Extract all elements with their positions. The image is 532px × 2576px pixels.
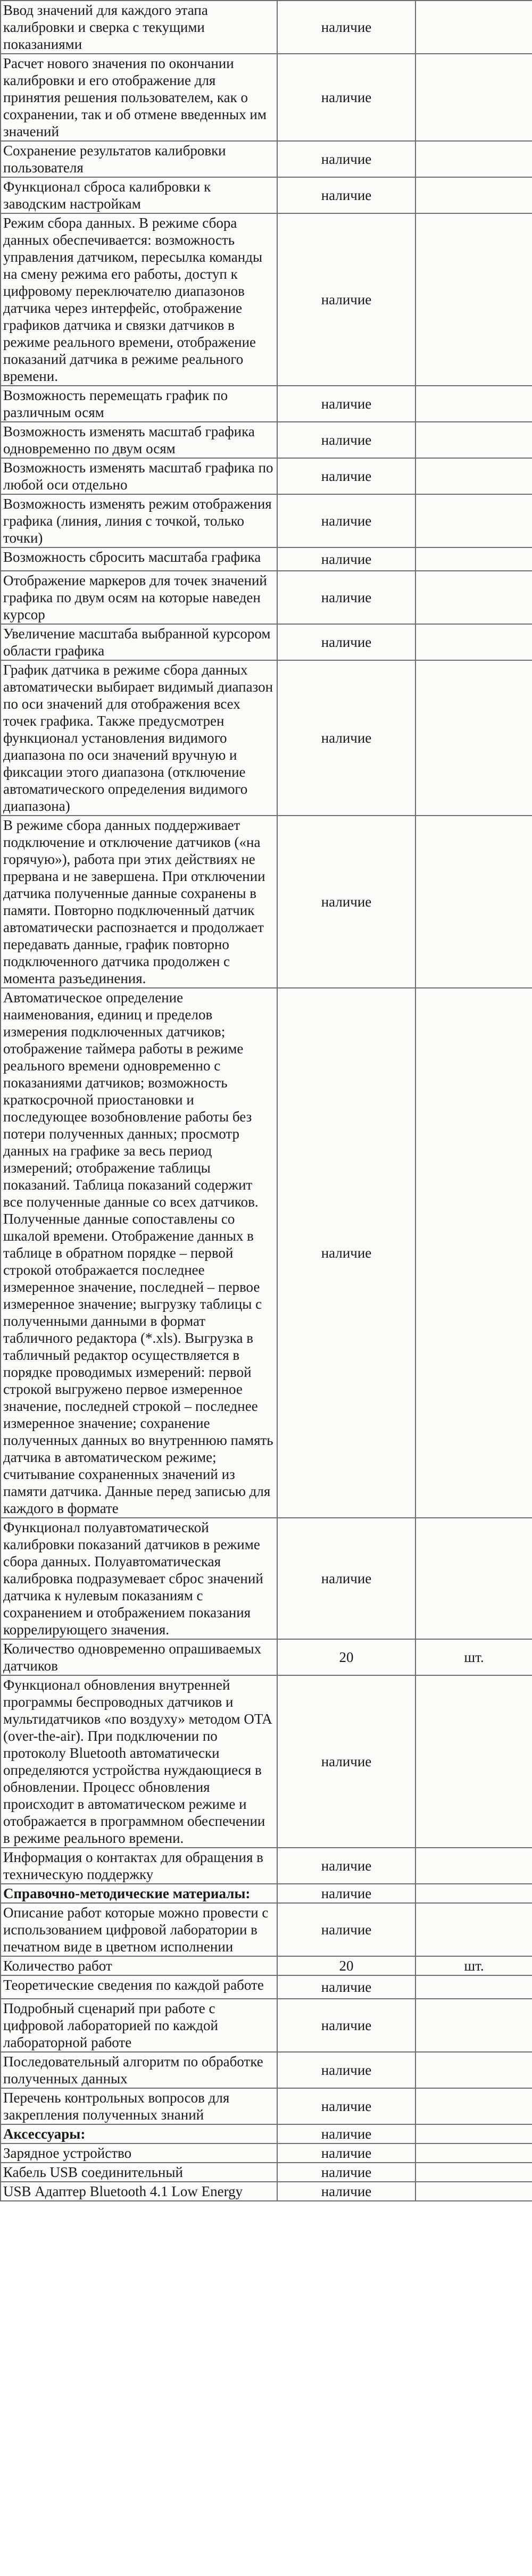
table-row [1,1999,532,2052]
spec-value: наличие [277,660,415,816]
spec-description: Информация о контактах для обращения в техническую поддержку [1,1848,277,1884]
spec-unit [415,1884,532,1903]
spec-value: наличие [277,988,415,1518]
spec-description: Кабель USB соединительный [1,2163,277,2182]
spec-description: Функционал сброса калибровки к заводским настройкам [1,177,277,213]
spec-unit [415,1,532,54]
spec-description: В режиме сбора данных поддерживает подключение и отключение датчиков («на горячую»), работа при этих действиях не прервана и не завершена. При отключении датчика полученные данные сохранены в памяти. Повторно подключенный датчик автоматически распознается и продолжает передавать данные, график повторно подключенного датчика продолжен с момента разъединения. [1,816,277,988]
spec-unit [415,1975,532,1999]
spec-unit [415,386,532,422]
table-row [1,141,532,177]
spec-unit [415,1675,532,1848]
table-row [1,988,532,1518]
table-row [1,547,532,571]
table-row [1,660,532,816]
spec-value: наличие [277,177,415,213]
spec-unit [415,547,532,571]
table-row [1,1848,532,1884]
spec-value: наличие [277,547,415,571]
spec-value: 20 [277,1956,415,1975]
spec-value: наличие [277,458,415,494]
spec-description: Отображение маркеров для точек значений графика по двум осям на которые наведен курсор [1,571,277,624]
table-row [1,1956,532,1975]
table-row [1,213,532,386]
spec-value: наличие [277,1675,415,1848]
spec-value: наличие [277,571,415,624]
spec-unit [415,2143,532,2163]
spec-unit [415,177,532,213]
spec-description: Возможность изменять масштаб графика одновременно по двум осям [1,422,277,458]
spec-unit [415,988,532,1518]
spec-unit [415,624,532,660]
table-row [1,624,532,660]
spec-description: Подробный сценарий при работе с цифровой лабораторией по каждой лабораторной работе [1,1999,277,2052]
spec-value: наличие [277,2182,415,2201]
spec-description: Режим сбора данных. В режиме сбора данных обеспечивается: возможность управления датчиком, пересылка команды на смену режима его работы, доступ к цифровому переключателю диапазонов датчика через интерфейс, отображение графиков датчика и связки датчиков в режиме реального времени, отображение показаний датчика в режиме реального времени. [1,213,277,386]
spec-value: наличие [277,1884,415,1903]
spec-description: Сохранение результатов калибровки пользователя [1,141,277,177]
table-row [1,1518,532,1639]
spec-unit [415,422,532,458]
table-row [1,2088,532,2124]
spec-description: Ввод значений для каждого этапа калибровки и сверка с текущими показаниями [1,1,277,54]
table-row [1,458,532,494]
spec-unit [415,2052,532,2088]
spec-unit [415,1999,532,2052]
spec-unit [415,2124,532,2143]
spec-unit [415,571,532,624]
spec-description: Количество работ [1,1956,277,1975]
spec-unit [415,660,532,816]
table-row [1,1675,532,1848]
spec-unit [415,2182,532,2201]
spec-description: Описание работ которые можно провести с использованием цифровой лаборатории в печатном виде в цветном исполнении [1,1903,277,1956]
table-row [1,177,532,213]
spec-value: наличие [277,2163,415,2182]
spec-description: Аксессуары: [1,2124,277,2143]
spec-unit: шт. [415,1956,532,1975]
spec-value: наличие [277,2124,415,2143]
spec-unit [415,2088,532,2124]
spec-unit [415,2163,532,2182]
spec-value: 20 [277,1639,415,1675]
table-row [1,422,532,458]
table-row [1,816,532,988]
spec-unit [415,816,532,988]
spec-value: наличие [277,2088,415,2124]
table-row [1,386,532,422]
spec-unit [415,458,532,494]
spec-description: Возможность изменять масштаб графика по любой оси отдельно [1,458,277,494]
spec-unit [415,213,532,386]
spec-description: Справочно-методические материалы: [1,1884,277,1903]
spec-description: Возможность перемещать график по различным осям [1,386,277,422]
table-row [1,571,532,624]
table-row [1,1884,532,1903]
spec-value: наличие [277,494,415,547]
spec-value: наличие [277,1,415,54]
spec-value: наличие [277,1518,415,1639]
spec-description: Возможность сбросить масштаба графика [1,547,277,571]
table-row [1,2163,532,2182]
table-row [1,1639,532,1675]
spec-description: Количество одновременно опрашиваемых датчиков [1,1639,277,1675]
spec-description: Автоматическое определение наименования, единиц и пределов измерения подключенных датчиков; отображение таймера работы в режиме реального времени одновременно с показаниями датчиков; возможность краткосрочной приостановки и последующее возобновление работы без потери полученных данных; просмотр данных на графике за весь период измерений; отображение таблицы показаний. Таблица показаний содержит все полученные данные со всех датчиков. Полученные данные сопоставлены со шкалой времени. Отображение данных в таблице в обратном порядке – первой строкой отображается последнее измеренное значение, последней – первое измеренное значение; выгрузку таблицы с полученными данными в формат табличного редактора (*.xls). Выгрузка в табличный редактор осуществляется в порядке проводимых измерений: первой строкой выгружено первое измеренное значение, последней строкой – последнее измеренное значение; сохранение полученных данных во внутреннюю память датчика в автоматическом режиме; считывание сохраненных значений из памяти датчика. Данные перед записью для каждого в формате [1,988,277,1518]
spec-description: Перечень контрольных вопросов для закрепления полученных знаний [1,2088,277,2124]
spec-unit [415,1848,532,1884]
spec-value: наличие [277,1999,415,2052]
spec-value: наличие [277,816,415,988]
table-row [1,1903,532,1956]
spec-table-body [1,1,532,2201]
spec-description: Теоретические сведения по каждой работе [1,1975,277,1999]
spec-value: наличие [277,54,415,141]
spec-value: наличие [277,386,415,422]
spec-description: Функционал обновления внутренней программы беспроводных датчиков и мультидатчиков «по воздуху» методом OTA (over-the-air). При подключении по протоколу Bluetooth автоматически определяются устройства нуждающиеся в обновлении. Процесс обновления происходит в автоматическом режиме и отображается в программном обеспечении в режиме реального времени. [1,1675,277,1848]
spec-unit [415,141,532,177]
spec-value: наличие [277,2143,415,2163]
spec-description: Зарядное устройство [1,2143,277,2163]
table-row [1,2143,532,2163]
spec-unit [415,1903,532,1956]
spec-description: График датчика в режиме сбора данных автоматически выбирает видимый диапазон по оси значений для отображения всех точек графика. Также предусмотрен функционал установления видимого диапазона по оси значений вручную и фиксации этого диапазона (отключение автоматического определения видимого диапазона) [1,660,277,816]
spec-value: наличие [277,141,415,177]
table-row [1,2124,532,2143]
spec-unit [415,494,532,547]
table-row [1,2052,532,2088]
spec-value: наличие [277,624,415,660]
table-row [1,494,532,547]
spec-unit [415,1518,532,1639]
spec-value: наличие [277,1848,415,1884]
spec-value: наличие [277,213,415,386]
spec-description: Увеличение масштаба выбранной курсором области графика [1,624,277,660]
spec-unit [415,54,532,141]
spec-value: наличие [277,1903,415,1956]
spec-description: USB Адаптер Bluetooth 4.1 Low Energy [1,2182,277,2201]
spec-value: наличие [277,2052,415,2088]
spec-description: Последовательный алгоритм по обработке полученных данных [1,2052,277,2088]
table-row [1,54,532,141]
spec-description: Возможность изменять режим отображения графика (линия, линия с точкой, только точки) [1,494,277,547]
table-row [1,2182,532,2201]
spec-value: наличие [277,1975,415,1999]
table-row [1,1975,532,1999]
spec-value: наличие [277,422,415,458]
spec-unit: шт. [415,1639,532,1675]
spec-description: Расчет нового значения по окончании калибровки и его отображение для принятия решения пользователем, как о сохранении, так и об отмене введенных им значений [1,54,277,141]
spec-description: Функционал полуавтоматической калибровки показаний датчиков в режиме сбора данных. Полуавтоматическая калибровка подразумевает сброс значений датчика к нулевым показаниям с сохранением и отображением показания коррелирующего значения. [1,1518,277,1639]
table-row [1,1,532,54]
